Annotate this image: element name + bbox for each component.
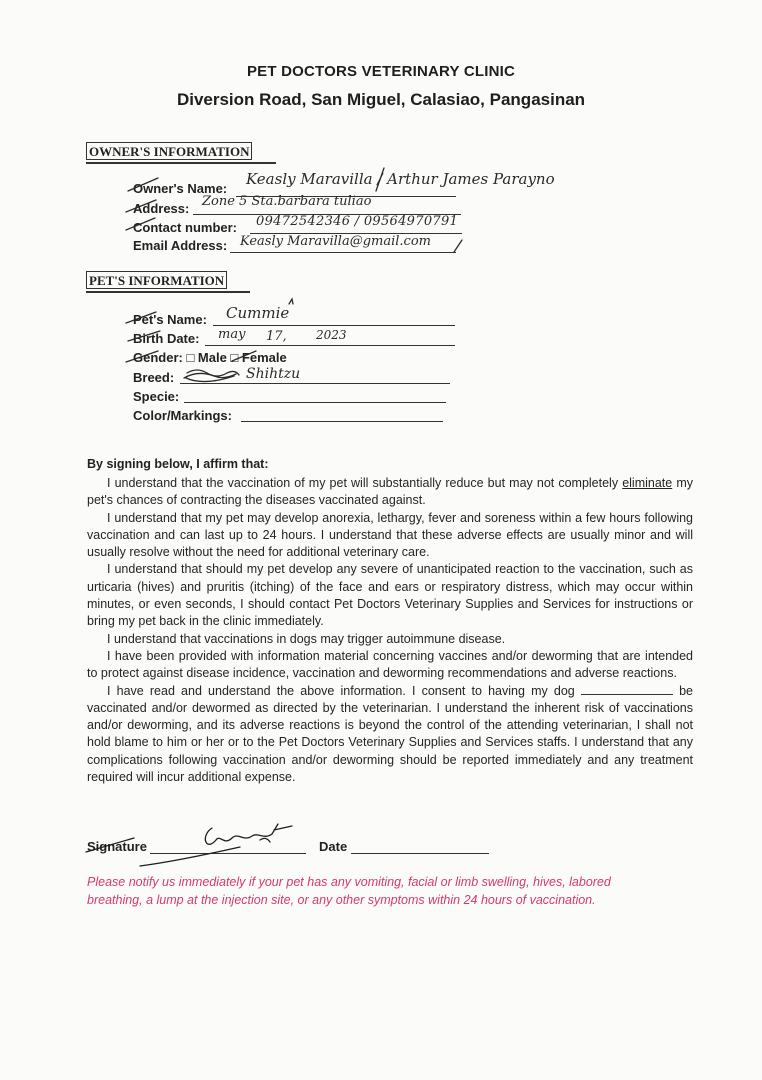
birth-year[interactable]: 2023 (316, 328, 347, 342)
clinic-name: PET DOCTORS VETERINARY CLINIC (246, 63, 516, 80)
birth-month[interactable]: may (218, 327, 246, 342)
pet-section-title: PET'S INFORMATION (86, 271, 227, 289)
owner-name-label: Owner's Name: (133, 181, 228, 196)
para-1-text: I understand that the vaccination of my pet will substantially reduce but may not completely (107, 476, 619, 490)
affirmation-para-5: I have been provided with information material concerning vaccines and/or deworming that are intended to protect against disease incidence, vaccination and deworming recommendations and adverse reactions. (87, 648, 693, 681)
signature-label: Signature (87, 839, 147, 854)
birth-day[interactable]: 17, (266, 329, 287, 344)
birth-date-label: Birth Date: (133, 331, 200, 346)
specie-label: Specie: (133, 389, 180, 404)
para-1-end: my pet's chances of contracting the diseases vaccinated against. (87, 476, 693, 508)
owner-section-divider (86, 162, 276, 164)
affirmation-para-2: I understand that my pet may develop anorexia, lethargy, fever and soreness within a few hours following vaccination and can last up to 24 hours. I understand that these adverse effects are usually minor and will usually resolve without the need for additional veterinary care. (87, 510, 693, 560)
owner-address-value[interactable]: Zone 5 Sta.barbara tuliao (202, 194, 372, 209)
owner-contact-label: Contact number: (133, 220, 237, 235)
affirmation-text (87, 475, 693, 786)
pet-section-divider (86, 291, 250, 293)
date-label: Date (319, 839, 348, 854)
owner-email-line (230, 252, 456, 253)
post-vaccination-notice: Please notify us immediately if your pet has any vomiting, facial or limb swelling, hives, labored breathing, a lump at the injection site, or any other symptoms within 24 hours of vaccination. (87, 875, 611, 907)
clinic-address: Diversion Road, San Miguel, Calasiao, Pangasinan (176, 90, 586, 109)
pet-name-label: Pet's Name: (133, 312, 207, 327)
affirmation-title: By signing below, I affirm that: (87, 457, 269, 471)
breed-label: Breed: (133, 370, 175, 385)
signature-line[interactable] (150, 853, 306, 854)
color-markings-label: Color/Markings: (133, 408, 232, 423)
specie-line[interactable] (184, 402, 446, 403)
birth-date-line (205, 345, 455, 346)
owner-address-label: Address: (133, 201, 190, 216)
pet-name-value[interactable]: Cummie (226, 304, 290, 322)
owner-name-value[interactable]: Keasly Maravilla / Arthur James Parayno (246, 170, 555, 188)
owner-contact-value[interactable]: 09472542346 / 09564970791 (256, 214, 459, 229)
affirmation-para-3: I understand that should my pet develop any severe of unanticipated reaction to the vaccination, such as urticaria (hives) and pruritis (itching) of the face and ears or respiratory distress, which may occur within minutes, or even seconds, I should contact Pet Doctors Veterinary Supplies and Services for instructions or bring my pet back in the clinic immediately. (87, 562, 693, 629)
para-6-end: be vaccinated and/or dewormed as directed by the veterinarian. I understand the inherent risk of vaccinations and/or deworming, and its adverse reactions is beyond the control of the attending veterinarian, I shall not hold blame to him or her or to the Pet Doctors Veterinary Supplies and Services staffs. I understand that any complications following vaccination and/or deworming should be reported immediately and any treatment required will incur additional expense. (87, 683, 693, 785)
affirmation-para-6 (87, 683, 693, 787)
owner-email-label: Email Address: (133, 238, 228, 253)
owner-section-title: OWNER'S INFORMATION (86, 142, 252, 160)
date-line[interactable] (351, 853, 489, 854)
breed-value[interactable]: Shihtzu (246, 366, 301, 382)
para-1-underlined: eliminate (622, 476, 673, 490)
color-markings-line[interactable] (241, 421, 443, 422)
affirmation-para-1 (87, 475, 693, 510)
dog-name-blank[interactable] (581, 684, 673, 695)
owner-email-value[interactable]: Keasly Maravilla@gmail.com (240, 234, 431, 249)
gender-label[interactable]: Gender: □ Male □ Female (133, 350, 287, 365)
affirmation-para-4: I understand that vaccinations in dogs may trigger autoimmune disease. (107, 631, 506, 646)
breed-line (180, 383, 450, 384)
pet-name-line (213, 325, 455, 326)
para-6-start: I have read and understand the above information. I consent to having my dog (107, 683, 575, 698)
